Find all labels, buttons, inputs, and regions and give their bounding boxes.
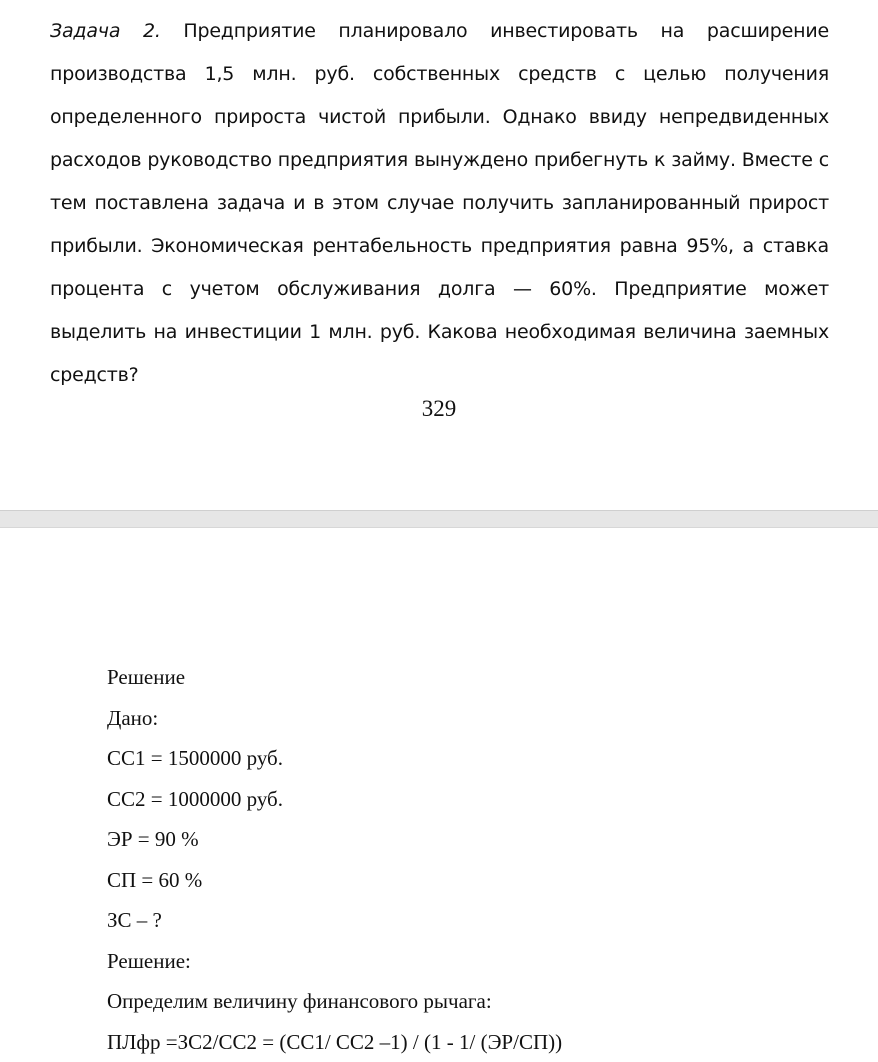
solution-label: Решение: [107,941,562,982]
page-separator [0,510,878,528]
solution-block [107,657,562,1062]
given-label: Дано: [107,698,562,739]
page-upper [0,0,878,510]
given-line: ЗС – ? [107,900,562,941]
task-text: Предприятие планировало инвестировать на расширение производства 1,5 млн. руб. собственных средств с целью получения определенного прироста чистой прибыли. Однако ввиду непредвиденных расходов руководство предприятия вынуждено прибегнуть к займу. Вместе с тем поставлена задача и в этом случае получить запланированный прирост прибыли. Экономическая рентабельность предприятия равна 95%, а ставка процента с учетом обслуживания долга — 60%. Предприятие может выделить на инвестиции 1 млн. руб. Какова необходимая величина заемных средств? [50,20,829,386]
formula: ПЛфр =ЗС2/СС2 = (СС1/ СС2 –1) / (1 - 1/ (ЭР/СП)) [107,1022,562,1062]
page-number: 329 [0,396,878,422]
given-line: СП = 60 % [107,860,562,901]
given-line: СС1 = 1500000 руб. [107,738,562,779]
solution-heading: Решение [107,657,562,698]
task-paragraph [50,10,829,397]
given-line: ЭР = 90 % [107,819,562,860]
page-lower [0,528,878,1050]
given-line: СС2 = 1000000 руб. [107,779,562,820]
task-lead: Задача 2. [50,20,161,42]
step-text: Определим величину финансового рычага: [107,981,562,1022]
